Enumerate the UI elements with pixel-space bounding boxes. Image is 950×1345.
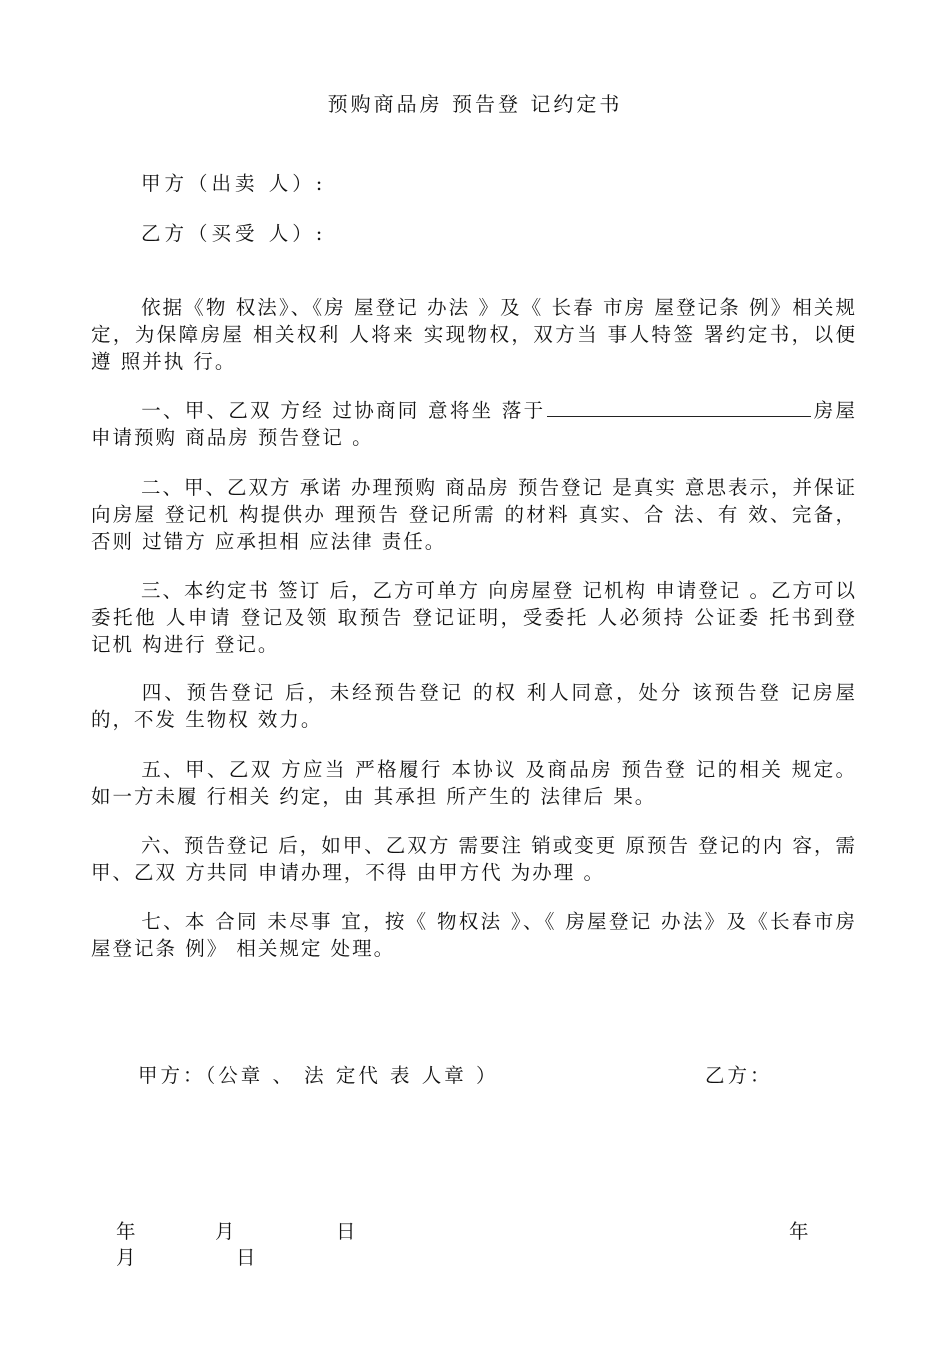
clause-3: [91, 577, 857, 658]
party-a-date-month: 月: [215, 1220, 235, 1243]
preamble-text: 依据《物 权法》、《房 屋登记 办法 》及《 长春 市房 屋登记条 例》相关规定，为保障房屋 相关权利 人将来 实现物权，双方当 事人特签 署约定书，以便遵 照并执 行。: [91, 296, 857, 373]
clause-4: [91, 679, 857, 733]
party-b-date-day: 日: [236, 1246, 256, 1269]
clause-3-text: 三、本约定书 签订 后，乙方可单方 向房屋登 记机构 申请登记 。乙方可以委托他 人申请 登记及领 取预告 登记证明，受委托 人必须持 公证委 托书到登记机 构进行 登记。: [91, 579, 857, 656]
clause-1: [91, 397, 857, 451]
clause-6: [91, 832, 857, 886]
clause-7: [91, 908, 857, 962]
party-a-signature: 甲方：（公章 、 法 定代 表 人章 ）: [138, 1064, 499, 1087]
clause-2-text: 二、甲、乙双方 承诺 办理预购 商品房 预告登记 是真实 意思表示，并保证向房屋 登记机 构提供办 理预告 登记所需 的材料 真实、合 法、有 效、完备，否则 过错方 应承担相 应法律 责任。: [91, 476, 857, 553]
clause-7-text: 七、本 合同 未尽事 宜，按《 物权法 》、《 房屋登记 办法》及《长春市房 屋登记条 例》 相关规定 处理。: [91, 910, 857, 960]
clause-1-text-after: 房屋申请预购 商品房 预告登记 。: [91, 399, 857, 449]
clause-5: [91, 756, 857, 810]
party-b-date-year: 年: [789, 1220, 809, 1243]
clause-6-text: 六、预告登记 后，如甲、乙双方 需要注 销或变更 原预告 登记的内 容，需甲、乙双 方共同 申请办理，不得 由甲方代 为办理 。: [91, 834, 857, 884]
preamble-paragraph: [91, 294, 857, 375]
party-b-label: 乙方（买受 人）:: [141, 222, 327, 245]
clause-2: [91, 474, 857, 555]
clause-5-text: 五、甲、乙双 方应当 严格履行 本协议 及商品房 预告登 记的相关 规定。如一方未履 行相关 约定，由 其承担 所产生的 法律后 果。: [91, 758, 857, 808]
party-a-label: 甲方（出卖 人）:: [141, 172, 327, 195]
party-b-date-month: 月: [116, 1246, 136, 1269]
document-title: 预购商品房 预告登 记约定书: [327, 92, 623, 116]
clause-1-text-before: 一、甲、乙双 方经 过协商同 意将坐 落于: [141, 399, 546, 422]
clause-4-text: 四、预告登记 后，未经预告登记 的权 利人同意，处分 该预告登 记房屋的，不发 生物权 效力。: [91, 681, 857, 731]
party-a-date-day: 日: [336, 1220, 356, 1243]
party-a-date-year: 年: [116, 1220, 136, 1243]
party-b-signature: 乙方：: [705, 1064, 773, 1087]
address-blank-line: [547, 398, 811, 417]
